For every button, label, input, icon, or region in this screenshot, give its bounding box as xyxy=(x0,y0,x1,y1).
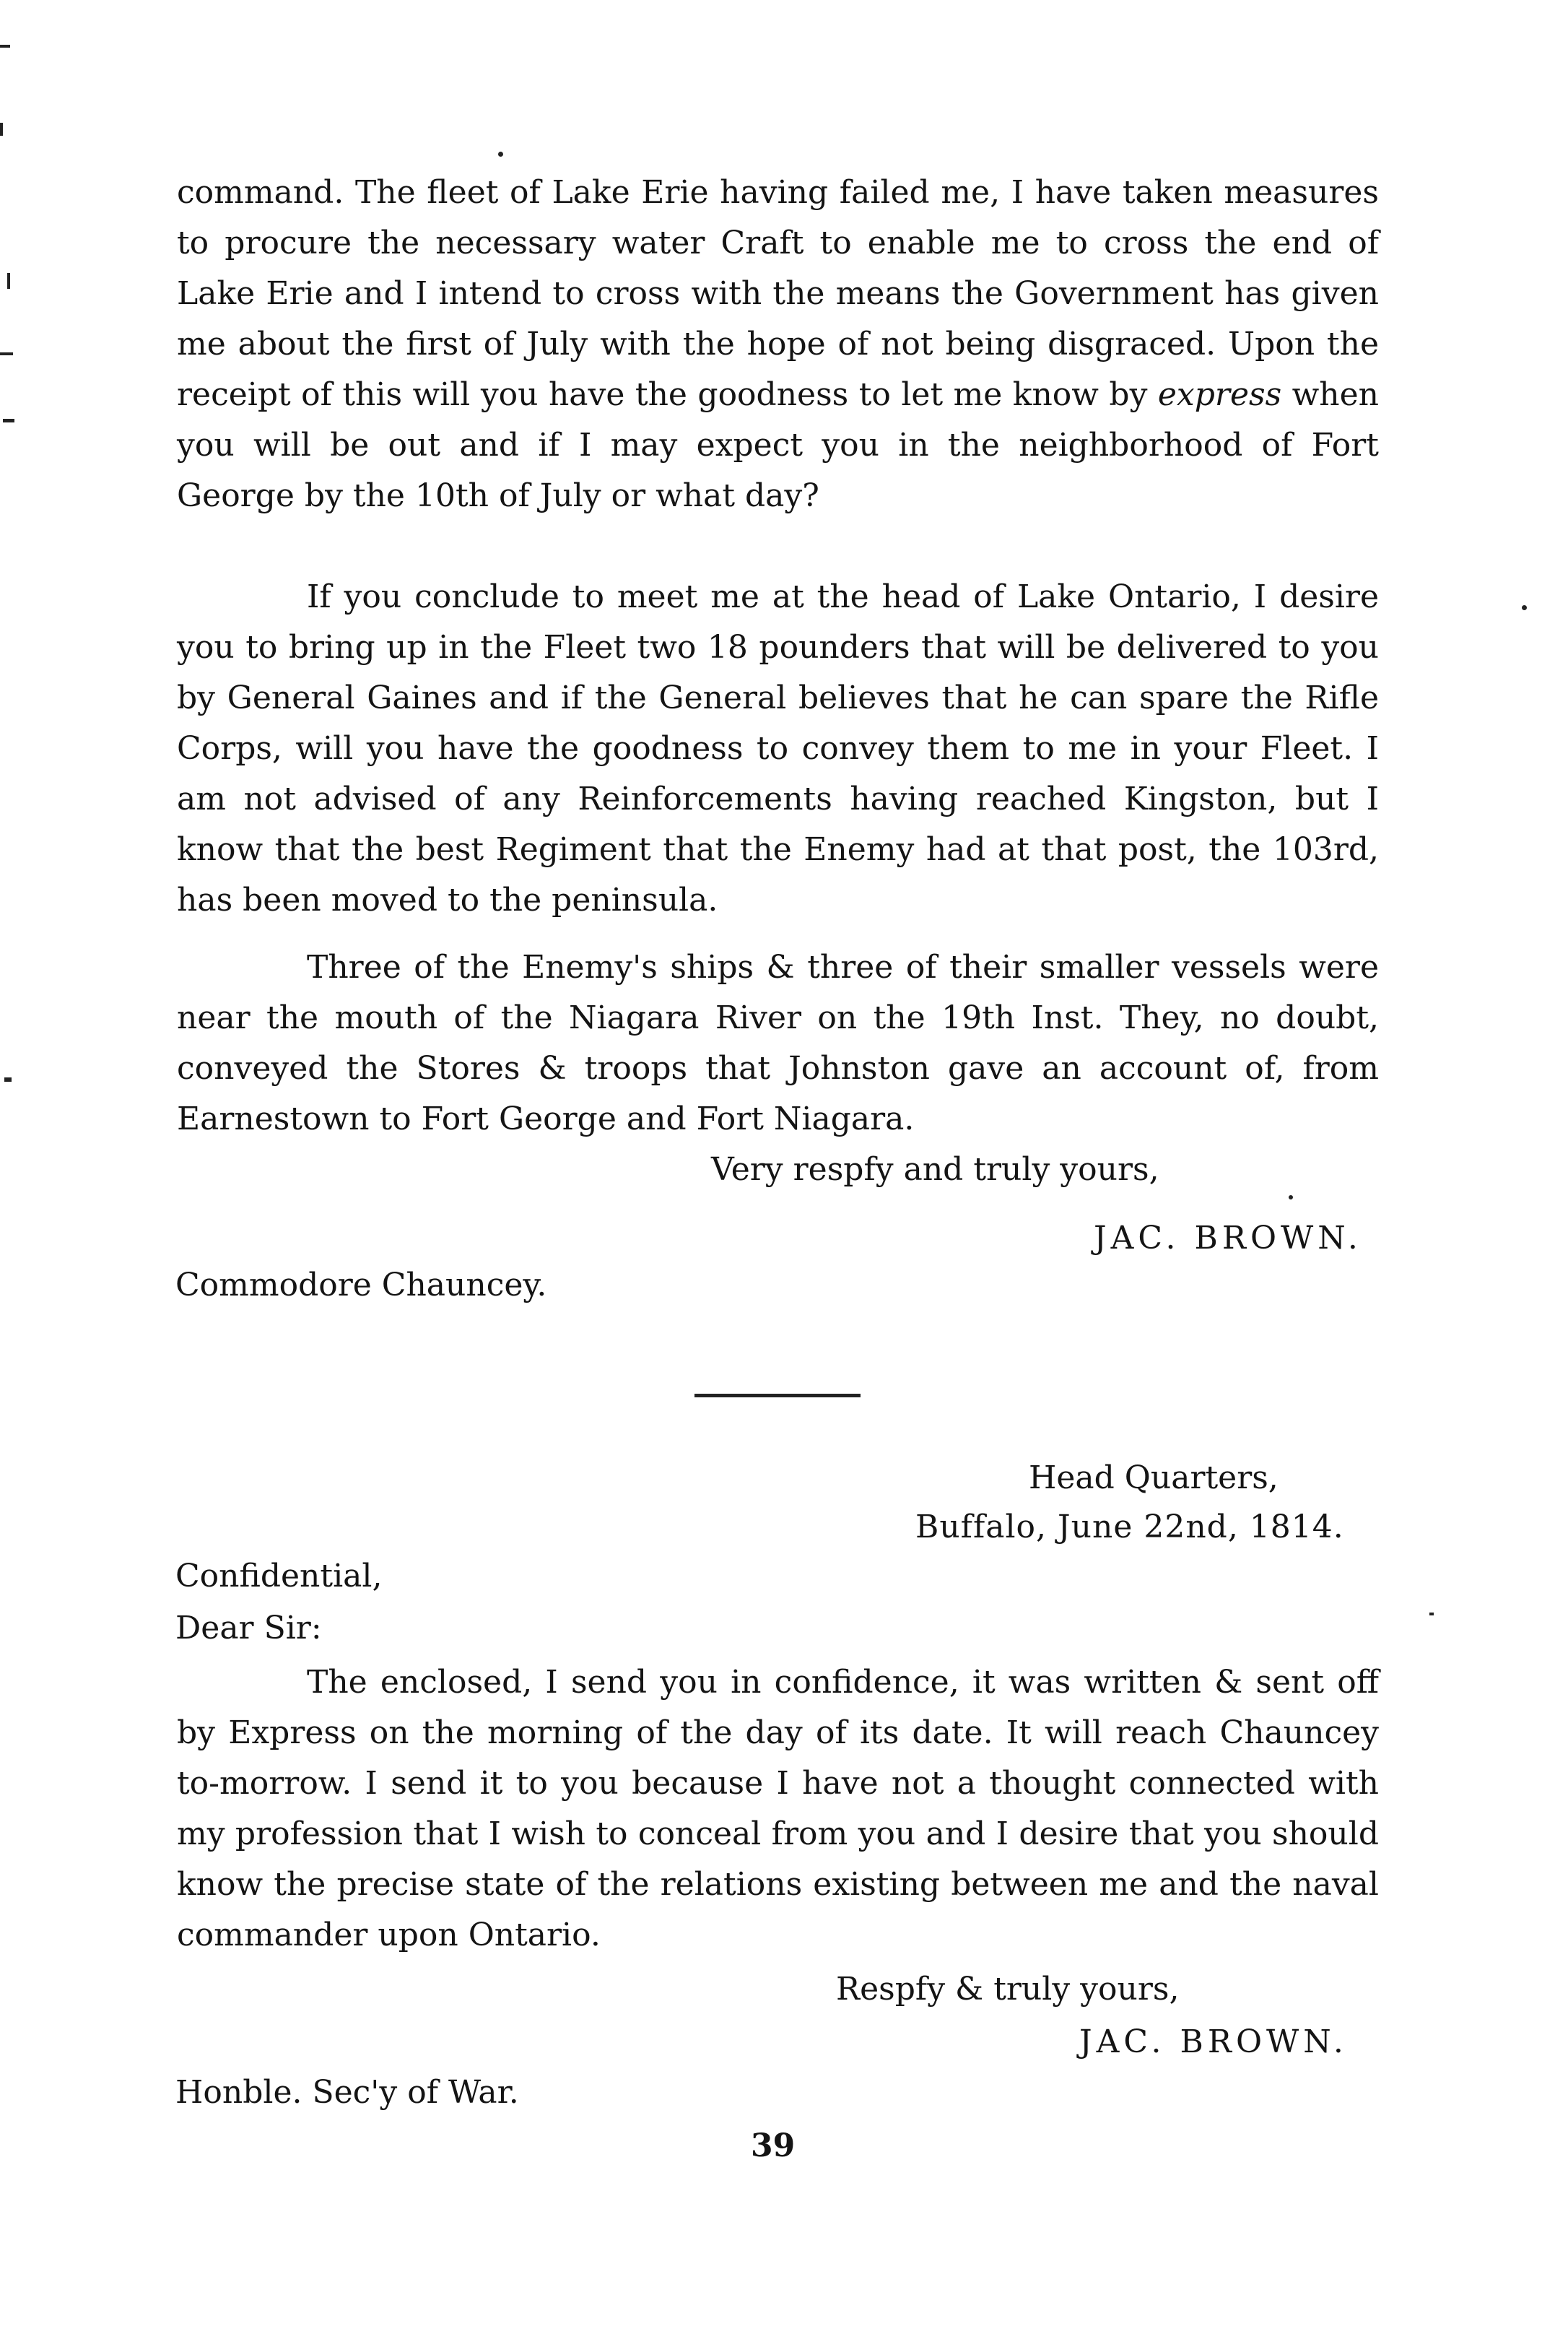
scan-speck xyxy=(7,273,10,289)
letter1-emphasis-express: express xyxy=(1157,376,1282,413)
letter1-signature: JAC. BROWN. xyxy=(1094,1220,1362,1257)
page-number: 39 xyxy=(751,2127,796,2164)
section-divider xyxy=(694,1394,861,1397)
letter2-place: Head Quarters, xyxy=(1029,1459,1279,1496)
letter2-paragraph-1: The enclosed, I send you in confidence, it was written & sent off by Express on the morning of the day of its date. It will reach Chauncey to-morrow. I send it to you because I have not a thought connected with my profession that I wish to conceal from you and I desire that you should know the precise state of the relations existing between me and the naval commander upon Ontario. xyxy=(177,1664,1379,1953)
letter1-paragraph-1-text-b: when you will be out and if I may expect you in the neighborhood of Fort George by the 10th of July or what day? xyxy=(177,376,1379,514)
letter2-confidential-mark: Confidential, xyxy=(175,1558,383,1594)
scan-speck xyxy=(0,45,10,48)
letter2-signature: JAC. BROWN. xyxy=(1079,2023,1348,2060)
scan-speck xyxy=(1522,605,1527,610)
scan-speck xyxy=(1429,1613,1434,1615)
letter1-recipient: Commodore Chauncey. xyxy=(175,1267,547,1303)
letter2-recipient: Honble. Sec'y of War. xyxy=(175,2074,519,2111)
letter1-paragraph-1-text-a: command. The fleet of Lake Erie having failed me, I have taken measures to procure the necessary water Craft to enable me to cross the end of Lake Erie and I intend to cross with the means the Government has given me about the first of July with the hope of not being disgraced. Upon the receipt of this will you have the goodness to let me know by xyxy=(177,174,1379,413)
letter2-closing: Respfy & truly yours, xyxy=(836,1971,1180,2008)
scan-speck xyxy=(4,1077,12,1082)
letter1-closing: Very respfy and truly yours, xyxy=(711,1151,1159,1188)
scan-speck xyxy=(498,152,503,157)
letter1-paragraph-2: If you conclude to meet me at the head of Lake Ontario, I desire you to bring up in the Fleet two 18 pounders that will be delivered to you by General Gaines and if the General believes that he can spare the Rifle Corps, will you have the goodness to convey them to me in your Fleet. I am not advised of any Reinforcements having reached Kingston, but I know that the best Regiment that the Enemy had at that post, the 103rd, has been moved to the peninsula. xyxy=(177,578,1379,919)
scan-speck xyxy=(1289,1195,1293,1199)
scan-speck xyxy=(3,419,14,422)
letter1-paragraph-3: Three of the Enemy's ships & three of their smaller vessels were near the mouth of the Niagara River on the 19th Inst. They, no doubt, conveyed the Stores & troops that Johnston gave an account of, from Earnestown to Fort George and Fort Niagara. xyxy=(177,949,1379,1137)
scan-speck xyxy=(0,352,13,355)
letter2-date: Buffalo, June 22nd, 1814. xyxy=(915,1509,1344,1545)
scan-speck xyxy=(0,123,3,136)
letter1-paragraph-1 xyxy=(177,168,1379,521)
letter2-salutation: Dear Sir: xyxy=(175,1610,322,1646)
